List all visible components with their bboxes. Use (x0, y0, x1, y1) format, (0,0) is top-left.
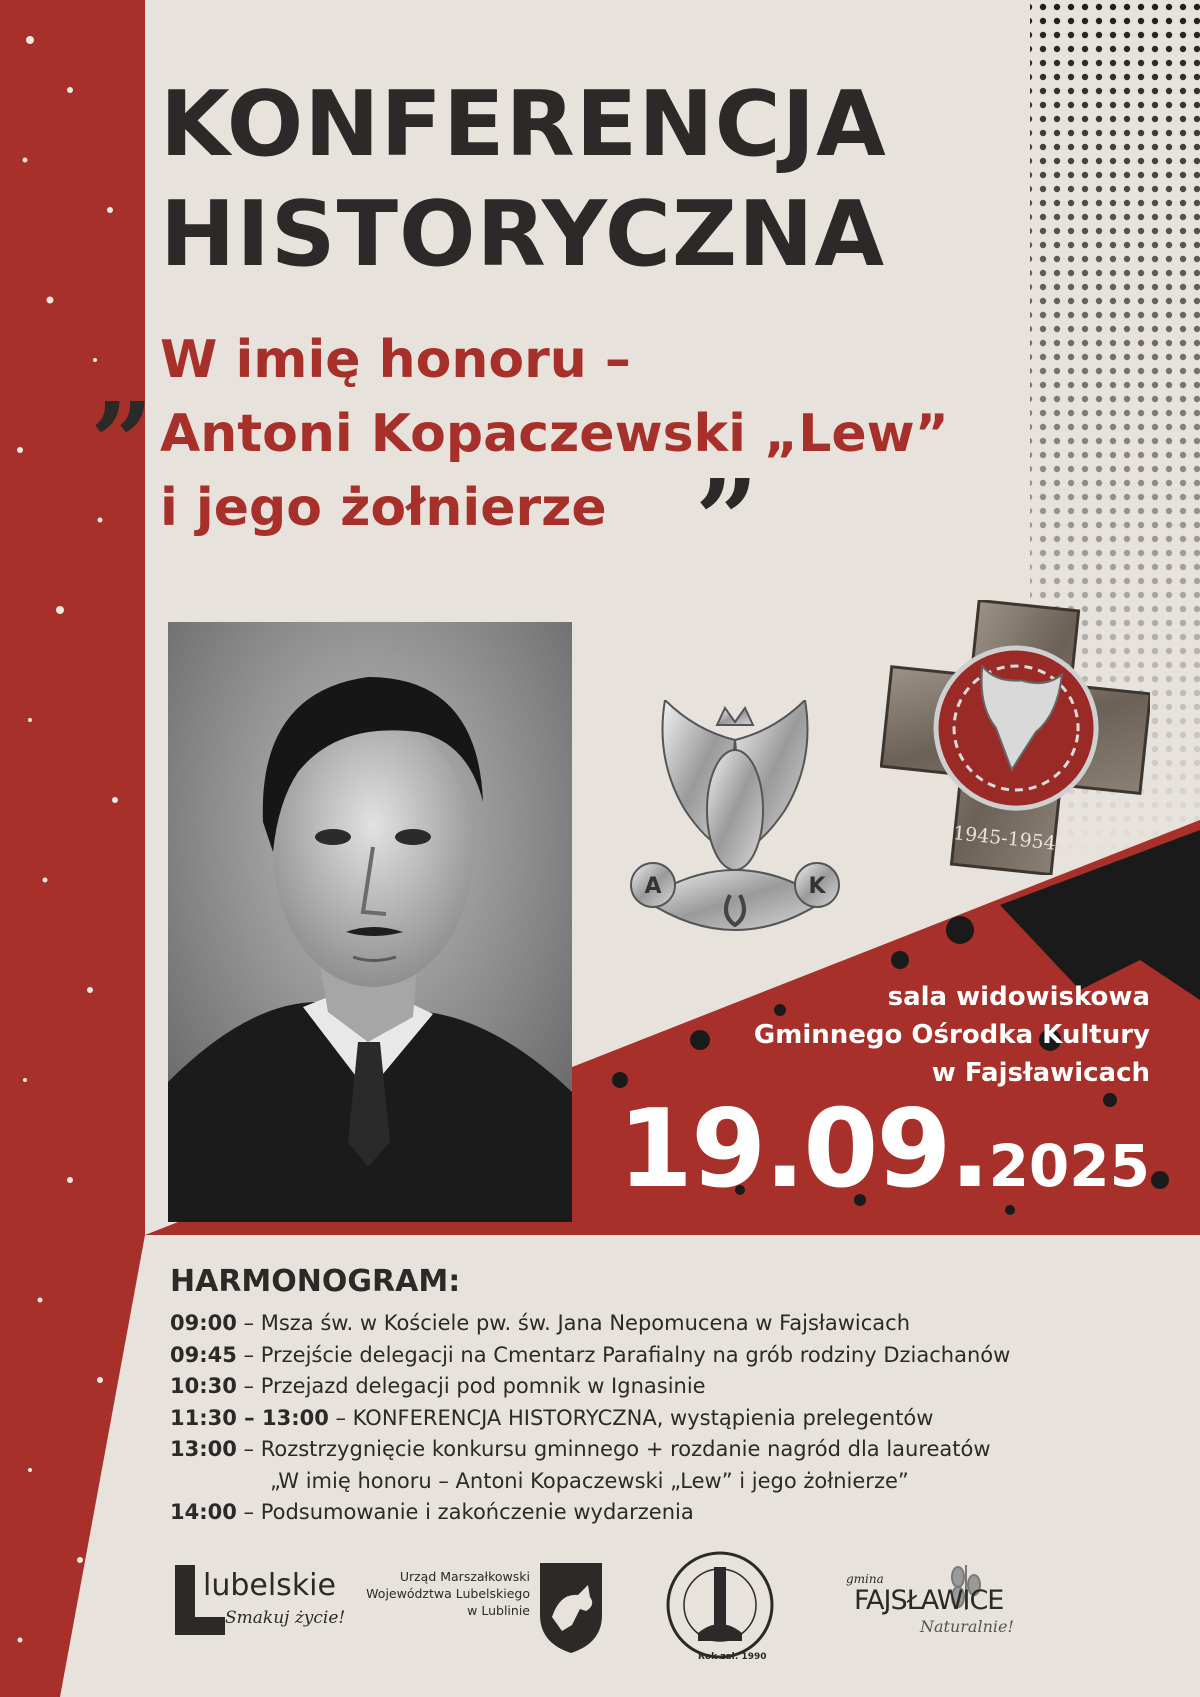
schedule-time: 09:00 (170, 1311, 237, 1335)
conference-title (160, 70, 887, 290)
schedule-time: 11:30 – 13:00 (170, 1405, 329, 1430)
portrait-photo (168, 622, 572, 1222)
urzad-marszalkowski-text (360, 1568, 530, 1619)
schedule-text: „W imię honoru – Antoni Kopaczewski „Lew” i jego żołnierze” (270, 1468, 909, 1493)
title-line-1: KONFERENCJA (160, 72, 887, 177)
title-line-2: HISTORYCZNA (160, 182, 886, 287)
schedule-time: 10:30 (170, 1374, 237, 1398)
venue (754, 978, 1150, 1092)
urzad-line-3: w Lublinie (467, 1603, 530, 1618)
lubelskie-tagline: Smakuj życie! (225, 1608, 346, 1628)
lubelskie-wordmark: lubelskie (203, 1568, 336, 1603)
conference-subtitle (160, 323, 949, 545)
lublin-coat-of-arms-icon (540, 1563, 602, 1653)
ak-letter-a: A (644, 874, 662, 899)
win-years: 1945-1954 (952, 822, 1057, 855)
schedule-text: – Podsumowanie i zakończenie wydarzenia (236, 1500, 694, 1524)
towarzystwo-seal-icon (668, 1553, 772, 1657)
subtitle-line-2: Antoni Kopaczewski „Lew” (160, 404, 949, 464)
schedule-item-continuation (170, 1466, 1010, 1498)
schedule (170, 1262, 1010, 1529)
schedule-time: 09:45 (170, 1342, 237, 1367)
schedule-item (170, 1340, 1010, 1372)
schedule-item (170, 1434, 1010, 1466)
win-cross-badge (880, 600, 1150, 875)
urzad-line-1: Urząd Marszałkowski (399, 1569, 530, 1584)
schedule-text: – Rozstrzygnięcie konkursu gminnego + rozdanie nagród dla laureatów (236, 1437, 991, 1461)
sponsor-logos (0, 1545, 1200, 1685)
opening-quote: „ (92, 315, 156, 444)
schedule-item (170, 1403, 1010, 1435)
schedule-heading: HARMONOGRAM: (170, 1264, 461, 1299)
ak-letter-k: K (808, 874, 826, 899)
schedule-text: – Przejście delegacji na Cmentarz Parafialny na grób rodziny Dziachanów (236, 1342, 1011, 1367)
venue-line-3: w Fajsławicach (931, 1058, 1150, 1088)
schedule-text: – Przejazd delegacji pod pomnik w Ignasinie (236, 1374, 706, 1398)
schedule-text: – Msza św. w Kościele pw. św. Jana Nepomucena w Fajsławicach (236, 1311, 911, 1335)
subtitle-line-1: W imię honoru – (160, 330, 631, 390)
schedule-item (170, 1371, 1010, 1403)
schedule-item (170, 1497, 1010, 1529)
urzad-line-2: Województwa Lubelskiego (366, 1586, 530, 1601)
date-year: 2025 (988, 1132, 1150, 1200)
schedule-text: – KONFERENCJA HISTORYCZNA, wystąpienia prelegentów (328, 1405, 934, 1430)
gmina-tagline: Naturalnie! (920, 1617, 1014, 1636)
schedule-time: 13:00 (170, 1437, 237, 1461)
ak-eagle-badge (625, 700, 845, 970)
date-day-month: 19.09. (617, 1087, 989, 1212)
venue-line-2: Gminnego Ośrodka Kultury (753, 1020, 1150, 1050)
venue-line-1: sala widowiskowa (887, 982, 1150, 1012)
closing-quote: ” (695, 455, 759, 584)
schedule-time: 14:00 (170, 1500, 237, 1524)
gmina-fajslawice-wordmark: FAJSŁAWICE (854, 1585, 1004, 1616)
gmina-label: gmina (846, 1572, 884, 1586)
schedule-item (170, 1308, 1010, 1340)
event-date (617, 1087, 1150, 1212)
towarzystwo-year: Rok zał. 1990 (698, 1652, 767, 1662)
subtitle-line-3: i jego żołnierze (160, 478, 607, 538)
